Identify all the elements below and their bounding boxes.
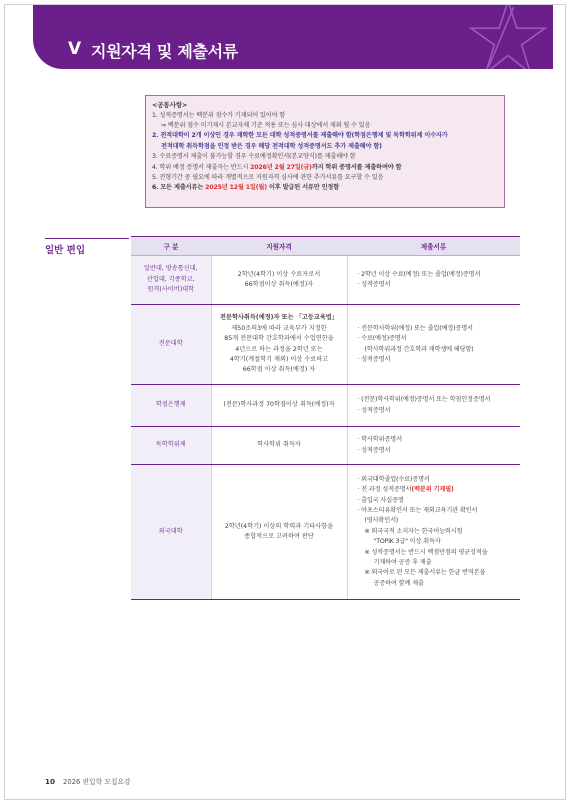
table-row [131,305,520,385]
column-header-qualification: 지원자격 [211,237,347,256]
section-label: 일반 편입 [45,245,86,256]
documents-cell: · 학사학위증명서 · 성적증명서 [347,427,520,465]
notice-title: <공통사항> [152,101,188,109]
notice-item: 3. 수료증명서 제출이 불가능할 경우 수료예정확인서(본교양식)를 제출해야 함 [152,153,356,161]
table-row [131,385,520,427]
deadline-date: 2026년 2월 27일(금) [250,163,312,171]
documents-cell: · 전문학사학위(예정) 또는 졸업(예정)증명서 · 수료(예정)증명서 (학사학위과정 간호학과 재학생에 해당함) · 성적증명서 [347,305,520,385]
notice-item: 2. 전적대학이 2개 이상인 경우 재학한 모든 대학 성적증명서를 제출해야 함(학점은행제 및 독학학위제 이수자가 [152,132,448,140]
qualification-cell: 전문학사취득(예정)자 또는 「고등교육법」 제50조의3에 따라 교육부가 지정한 85개 전문대학 간호학과에서 수업연한을 4년으로 하는 과정을 2학년 또는 4학기(계절학기 제외) 이상 수료하고 66학점 이상 취득(예정) 자 [211,305,347,385]
qualification-cell: 학사학위 취득자 [211,427,347,465]
table-row [131,256,520,305]
column-header-documents: 제출서류 [347,237,520,256]
percentile-required-note: (백분위 기재필) [411,486,454,494]
category-cell: 학점은행제 [131,385,211,427]
notice-item: 6. 모든 제출서류는 2025년 12월 1일(월) 이후 발급된 서류만 인정함 [152,184,340,192]
page-footer [45,776,131,786]
documents-cell: · 2학년 이상 수료(예정) 또는 졸업(예정)증명서 · 성적증명서 [347,256,520,305]
star-decoration-icon [469,5,547,69]
requirements-table [131,236,520,600]
issue-date: 2025년 12월 1일(월) [205,184,267,192]
table-row [131,427,520,465]
notice-item: 전적대학 취득학점을 인정 받은 경우 해당 전적대학 성적증명서도 추가 제출해야 함) [161,142,382,150]
table-header-row [131,237,520,256]
page-number: 10 [45,777,56,786]
documents-cell: · (전문)학사학위(예정)증명서 또는 학점인정증명서 · 성적증명서 [347,385,520,427]
page [4,4,566,800]
qualification-cell: 2학년(4학기) 이상 수료자로서 66학점이상 취득(예정)자 [211,256,347,305]
category-cell: 일반대, 방송통신대, 산업대, 각종학교, 원격(사이버)대학 [131,256,211,305]
qualification-cell: 2학년(4학기) 이상의 학력과 기타사항을 종합적으로 고려하여 판단 [211,465,347,600]
category-cell: 독학학위제 [131,427,211,465]
category-cell: 외국대학 [131,465,211,600]
section-header-banner [33,5,553,69]
column-header-category: 구 분 [131,237,211,256]
category-cell: 전문대학 [131,305,211,385]
section-number: V [68,39,82,59]
page-title: 지원자격 및 제출서류 [91,42,238,61]
section-divider [45,238,129,239]
notice-item: 5. 전형기간 중 필요에 따라 개별적으로 지원자격 심사에 관한 추가서류를 요구할 수 있음 [152,173,384,181]
qualification-cell: (전문)학사과정 70학점이상 취득(예정)자 [211,385,347,427]
footer-text: 2026 편입학 모집요강 [63,778,131,786]
notice-item: ⇒ 백분위 점수 미기재시 본교자체 기준 적용 또는 심사 대상에서 제외 될 수 있음 [161,121,371,129]
table-row [131,465,520,600]
notice-item: 1. 성적증명서는 백분위 점수가 기재되어 있어야 함 [152,111,286,119]
notice-item: 4. 학위 예정 증명서 제출자는 반드시 2026년 2월 27일(금)까지 학위 증명서를 제출하여야 함 [152,163,402,171]
common-notice-box [145,95,505,208]
documents-cell: · 외국대학졸업(수료)증명서 · 전 과정 성적증명서(백분위 기재필) · 출입국 사실증명 · 아포스티유확인서 또는 재외교육기관 확인서 (영사확인서) ※ 외국국적 소지자는 한국어능력시험 "TOPIK 3급" 이상 취득자 ※ 성적증명서는 반드시 백점만점의 평균성적을 기재하여 공증 후 제출 ※ 외국어로 된 모든 제출서류는 한글 번역본을 공증하여 함께 제출 [347,465,520,600]
